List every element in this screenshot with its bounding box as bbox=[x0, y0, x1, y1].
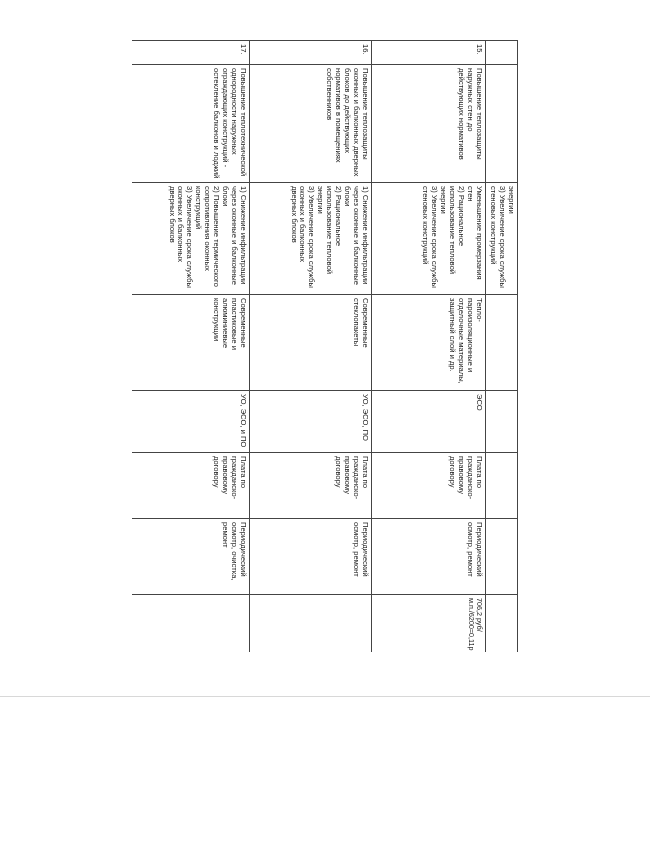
rotated-table-inner bbox=[132, 40, 518, 652]
maintenance-cell: Периодический осмотр, очистка, ремонт bbox=[132, 519, 250, 595]
executor-cell: УО, ЭСО, и ПО bbox=[132, 391, 250, 453]
materials-cell: Современные стеклопакеты bbox=[250, 295, 372, 391]
materials-cell bbox=[486, 295, 518, 391]
measure-cell: Повышение теплозащиты оконных и балконных дверных блоков до действующих нормативов в помещениях собственников bbox=[250, 65, 372, 183]
table-row bbox=[486, 41, 518, 653]
row-number: 16. bbox=[250, 41, 372, 65]
executor-cell bbox=[486, 391, 518, 453]
table-row bbox=[372, 41, 486, 653]
financing-cell: Плата по гражданско-правовому договору bbox=[372, 453, 486, 519]
measures-table bbox=[132, 40, 518, 652]
rotated-table-area bbox=[132, 40, 518, 652]
effect-cell: 1) Снижение инфильтрации через оконные и балконные блоки 2) Рациональное использование тепловой энергии 3) Увеличение срока службы оконных и балконных дверных блоков bbox=[250, 183, 372, 295]
measure-cell: Повышение теплотехнической однородности наружных ограждающих конструкций - остекление балконов и лоджий bbox=[132, 65, 250, 183]
effect-cell: 1) Снижение инфильтрации через оконные и балконные блоки 2) Повышение термического сопротивления оконных конструкций 3) Увеличение срока службы оконных и балконных дверных блоков bbox=[132, 183, 250, 295]
maintenance-cell bbox=[486, 519, 518, 595]
scan-page-edge bbox=[0, 696, 650, 697]
row-number bbox=[486, 41, 518, 65]
financing-cell: Плата по гражданско-правовому договору bbox=[250, 453, 372, 519]
row-number: 15. bbox=[372, 41, 486, 65]
financing-cell bbox=[486, 453, 518, 519]
cost-cell bbox=[250, 595, 372, 653]
cost-cell bbox=[132, 595, 250, 653]
measure-cell: Повышение теплозащиты наружных стен до действующих нормативов bbox=[372, 65, 486, 183]
effect-cell: Уменьшение промерзания стен 2) Рациональное использование тепловой энергии 3) Увеличение срока службы стеновых конструкций bbox=[372, 183, 486, 295]
cost-cell bbox=[486, 595, 518, 653]
table-row bbox=[250, 41, 372, 653]
cost-cell: 706,2 руб/м.п./6200=0,11р bbox=[372, 595, 486, 653]
financing-cell: Плата по гражданско-правовому договору bbox=[132, 453, 250, 519]
table-row bbox=[132, 41, 250, 653]
executor-cell: УО, ЭСО, ПО bbox=[250, 391, 372, 453]
executor-cell: ЭСО bbox=[372, 391, 486, 453]
maintenance-cell: Периодический осмотр, ремонт bbox=[372, 519, 486, 595]
maintenance-cell: Периодический осмотр, ремонт bbox=[250, 519, 372, 595]
materials-cell: Современные пластиковые и алюминиевые конструкции bbox=[132, 295, 250, 391]
effect-cell: энергии 3) Увеличение срока службы стеновых конструкций bbox=[486, 183, 518, 295]
row-number: 17. bbox=[132, 41, 250, 65]
materials-cell: Тепло-пароизоляционные и отделочные материалы, защитный слой и др. bbox=[372, 295, 486, 391]
measure-cell bbox=[486, 65, 518, 183]
